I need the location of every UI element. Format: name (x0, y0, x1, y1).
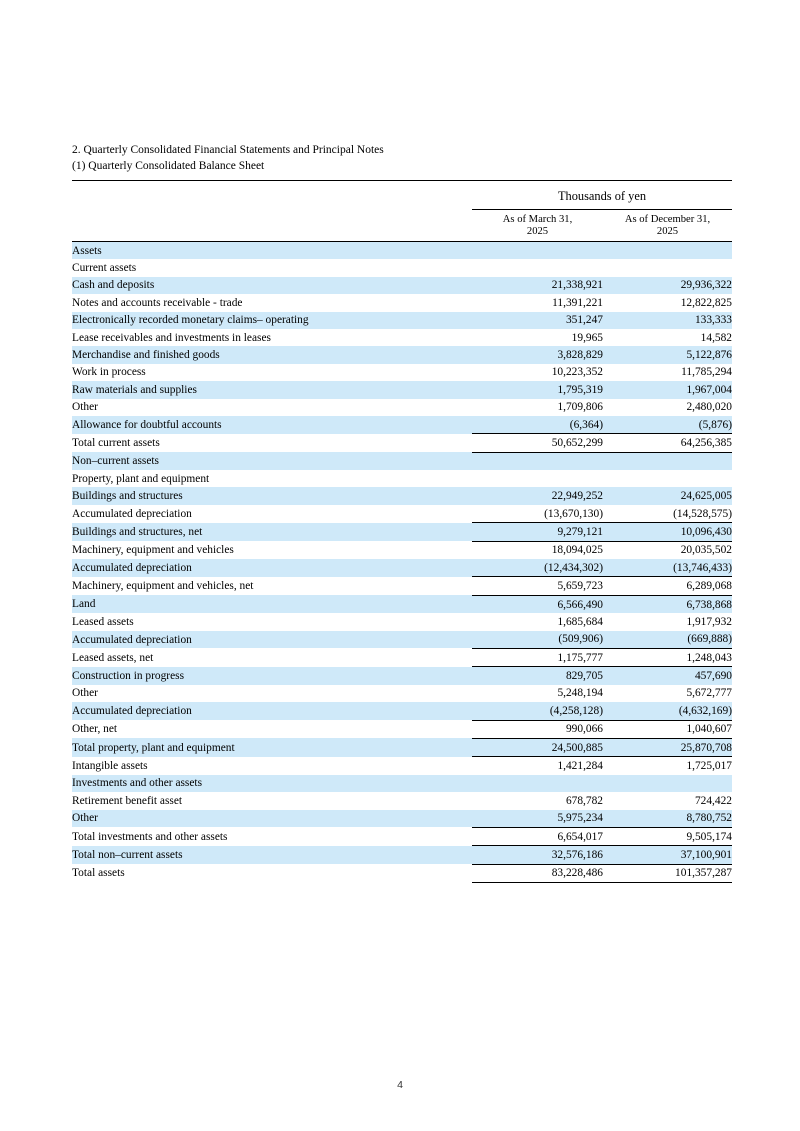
row-value-march: 1,685,684 (557, 615, 603, 628)
table-row (72, 827, 732, 845)
date-blank-cell (72, 210, 472, 242)
row-label: Retirement benefit asset (72, 794, 183, 807)
row-value-march: 24,500,885 (472, 738, 603, 756)
table-row (72, 487, 732, 504)
table-row (72, 294, 732, 311)
row-label: Machinery, equipment and vehicles (72, 544, 234, 557)
row-value-march: 21,338,921 (472, 277, 603, 294)
row-value-march: 6,566,490 (472, 595, 603, 613)
column-header-march-line1: As of March 31, (502, 214, 573, 225)
row-value-december: 1,725,017 (686, 760, 732, 773)
table-row (72, 523, 732, 541)
table-row (72, 685, 732, 702)
row-label: Work in process (72, 366, 146, 379)
row-value-december: 29,936,322 (603, 277, 732, 294)
row-value-march: 32,576,186 (472, 846, 603, 864)
table-row (72, 381, 732, 398)
row-value-march: 678,782 (565, 794, 603, 807)
row-value-december: 8,780,752 (603, 810, 732, 828)
row-value-march (472, 470, 603, 487)
row-label: Notes and accounts receivable - trade (72, 296, 243, 309)
row-value-december: 1,967,004 (603, 381, 732, 398)
units-blank-cell (72, 183, 472, 210)
row-label: Buildings and structures (72, 487, 472, 504)
units-header-row (72, 183, 732, 210)
row-label: Other (72, 687, 98, 700)
row-value-december: (5,876) (603, 416, 732, 434)
row-value-december: 9,505,174 (603, 827, 732, 845)
row-value-march: (6,364) (472, 416, 603, 434)
table-row (72, 595, 732, 613)
row-value-march (472, 242, 603, 260)
row-value-december: 1,040,607 (603, 720, 732, 738)
row-label: Non–current assets (72, 452, 472, 470)
row-value-march: 351,247 (472, 312, 603, 329)
row-label: Electronically recorded monetary claims– operating (72, 312, 472, 329)
row-label: Machinery, equipment and vehicles, net (72, 580, 254, 593)
row-value-march: 6,654,017 (472, 827, 603, 845)
row-value-december: 12,822,825 (680, 296, 732, 309)
table-row (72, 505, 732, 523)
table-row (72, 810, 732, 828)
section-heading: 2. Quarterly Consolidated Financial Statements and Principal Notes (72, 144, 384, 156)
row-label: Accumulated depreciation (72, 702, 472, 720)
row-value-march: 10,223,352 (551, 366, 603, 379)
row-value-march: 990,066 (472, 720, 603, 738)
statement-heading: (1) Quarterly Consolidated Balance Sheet (72, 159, 265, 172)
row-value-march: (13,670,130) (544, 507, 603, 520)
table-row (72, 452, 732, 470)
row-value-march: 5,248,194 (557, 687, 603, 700)
column-header-december-line1: As of December 31, (624, 214, 711, 225)
column-header-march (472, 210, 603, 242)
row-value-december: 20,035,502 (680, 544, 732, 557)
row-value-december: 1,917,932 (686, 615, 732, 628)
table-row (72, 577, 732, 595)
row-value-march: 19,965 (571, 331, 603, 344)
row-value-december (603, 470, 732, 487)
row-label: Allowance for doubtful accounts (72, 416, 472, 434)
row-value-december: 6,738,868 (603, 595, 732, 613)
row-value-december (603, 242, 732, 260)
row-value-december (603, 775, 732, 792)
table-row (72, 667, 732, 685)
row-value-march: 5,975,234 (472, 810, 603, 828)
table-row (72, 775, 732, 792)
row-label: Investments and other assets (72, 775, 472, 792)
row-value-march: 829,705 (472, 667, 603, 685)
table-row (72, 259, 732, 276)
row-value-december: 1,248,043 (603, 648, 732, 666)
row-label: Current assets (72, 262, 137, 275)
row-value-december: 14,582 (700, 331, 732, 344)
row-label: Assets (72, 242, 472, 260)
table-row (72, 738, 732, 756)
row-value-december: 10,096,430 (603, 523, 732, 541)
row-label: Cash and deposits (72, 277, 472, 294)
table-row (72, 470, 732, 487)
table-row (72, 416, 732, 434)
row-value-march: (4,258,128) (472, 702, 603, 720)
table-row (72, 346, 732, 363)
row-label: Total property, plant and equipment (72, 738, 472, 756)
row-value-march: 1,709,806 (557, 401, 603, 414)
table-row (72, 559, 732, 577)
table-row (72, 312, 732, 329)
row-label: Other (72, 401, 98, 414)
row-value-march: (509,906) (472, 631, 603, 649)
table-row (72, 399, 732, 416)
table-row (72, 242, 732, 260)
row-value-december: 2,480,020 (686, 401, 732, 414)
units-label: Thousands of yen (472, 183, 732, 210)
row-label: Accumulated depreciation (72, 559, 472, 577)
row-value-december: 101,357,287 (603, 864, 732, 882)
row-value-december: (4,632,169) (603, 702, 732, 720)
table-row (72, 846, 732, 864)
row-label: Other, net (72, 723, 118, 736)
row-label: Construction in progress (72, 667, 472, 685)
row-value-december: 133,333 (603, 312, 732, 329)
row-label: Land (72, 595, 472, 613)
row-label: Leased assets, net (72, 651, 154, 664)
row-value-march: 1,421,284 (557, 760, 603, 773)
table-row (72, 434, 732, 452)
row-value-march: 22,949,252 (472, 487, 603, 504)
row-value-december: 5,672,777 (686, 687, 732, 700)
table-row (72, 364, 732, 381)
row-value-march: 1,175,777 (472, 648, 603, 666)
table-row (72, 792, 732, 809)
table-row (72, 631, 732, 649)
table-row (72, 613, 732, 630)
row-label: Total investments and other assets (72, 830, 228, 843)
row-value-march (472, 452, 603, 470)
row-value-december (603, 452, 732, 470)
row-label: Lease receivables and investments in leases (72, 331, 271, 344)
table-row (72, 864, 732, 882)
row-value-march: 83,228,486 (472, 864, 603, 882)
column-header-march-line2: 2025 (526, 226, 549, 237)
row-value-march: (12,434,302) (472, 559, 603, 577)
row-value-december: (13,746,433) (603, 559, 732, 577)
row-value-march: 50,652,299 (472, 434, 603, 452)
row-value-december: (14,528,575) (673, 507, 732, 520)
row-label: Raw materials and supplies (72, 381, 472, 398)
row-value-december: 6,289,068 (603, 577, 732, 595)
row-label: Accumulated depreciation (72, 631, 472, 649)
row-value-december: (669,888) (603, 631, 732, 649)
date-header-row (72, 210, 732, 242)
page-number: 4 (397, 1079, 403, 1091)
column-header-december-line2: 2025 (656, 226, 679, 237)
row-label: Property, plant and equipment (72, 472, 210, 485)
table-body (72, 242, 732, 883)
row-label: Total non–current assets (72, 846, 472, 864)
row-label: Buildings and structures, net (72, 523, 472, 541)
row-label: Total current assets (72, 436, 160, 449)
row-value-march: 1,795,319 (472, 381, 603, 398)
table-row (72, 329, 732, 346)
balance-sheet-table (72, 180, 732, 883)
row-value-march: 18,094,025 (551, 544, 603, 557)
row-label: Accumulated depreciation (72, 507, 192, 520)
row-label: Other (72, 810, 472, 828)
row-value-december: 37,100,901 (603, 846, 732, 864)
table-row (72, 702, 732, 720)
row-label: Leased assets (72, 615, 134, 628)
row-value-december: 724,422 (694, 794, 732, 807)
row-value-march: 9,279,121 (472, 523, 603, 541)
row-value-march: 11,391,221 (552, 296, 603, 309)
table-row (72, 757, 732, 775)
row-value-march: 3,828,829 (472, 346, 603, 363)
table-row (72, 277, 732, 294)
row-value-december: 5,122,876 (603, 346, 732, 363)
row-value-december: 24,625,005 (603, 487, 732, 504)
row-label: Total assets (72, 867, 125, 880)
table-row (72, 720, 732, 738)
row-value-december (603, 259, 732, 276)
row-value-march (472, 775, 603, 792)
column-header-december (603, 210, 732, 242)
row-value-december: 25,870,708 (603, 738, 732, 756)
row-value-december: 457,690 (603, 667, 732, 685)
row-value-march (472, 259, 603, 276)
document-headings (72, 143, 732, 174)
table-row (72, 541, 732, 559)
row-value-march: 5,659,723 (472, 577, 603, 595)
row-label: Merchandise and finished goods (72, 346, 472, 363)
row-value-december: 64,256,385 (603, 434, 732, 452)
row-value-december: 11,785,294 (681, 366, 732, 379)
row-label: Intangible assets (72, 759, 148, 772)
table-header (72, 181, 732, 242)
table-row (72, 648, 732, 666)
